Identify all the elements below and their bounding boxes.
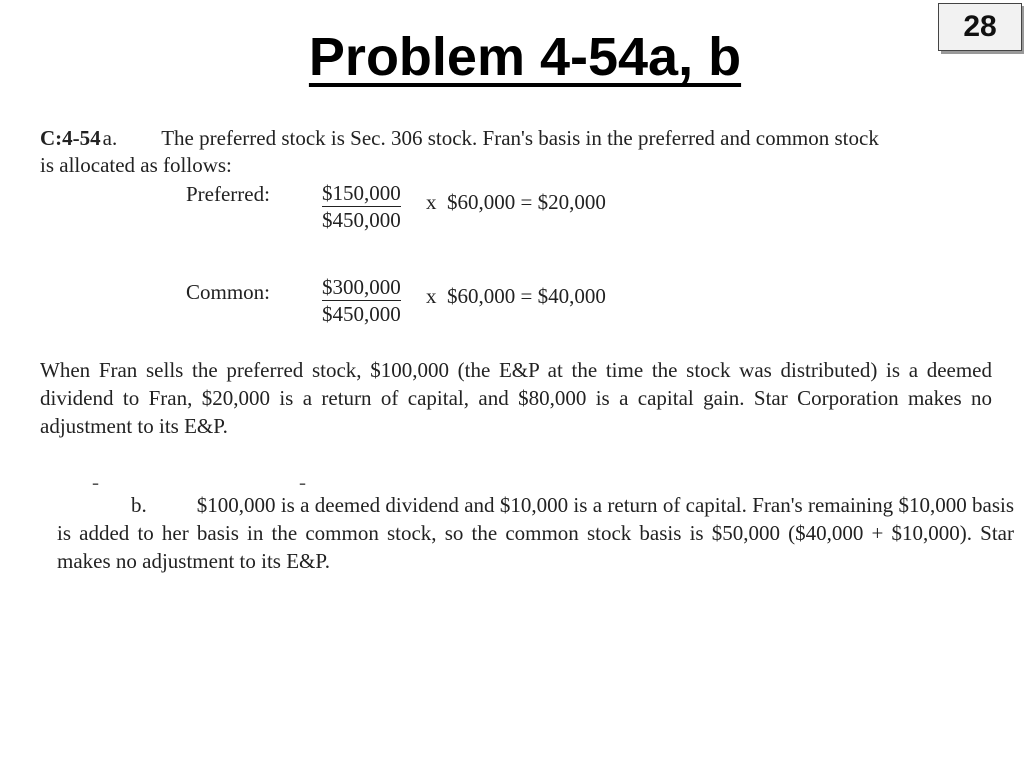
part-b-text-rest: $10,000 basis is added to her basis in the common stock, so the common stock basis is $50,000 ($40,000 + $10,000). Star makes no adjustment to its E&P. — [57, 493, 1015, 573]
problem-label: C:4-54 — [40, 126, 101, 150]
slide-number: 28 — [963, 10, 997, 43]
part-a-intro-text: The preferred stock is Sec. 306 stock. Fran's basis in the preferred and common stock — [161, 126, 879, 150]
preferred-label: Preferred: — [186, 182, 270, 206]
common-denominator: $450,000 — [322, 302, 401, 326]
scan-mark-right: - — [299, 470, 306, 494]
part-a-paragraph-text: When Fran sells the preferred stock, $100,000 (the E&P at the time the stock was distributed) is a deemed dividend to Fran, $20,000 is a return of capital, and $80,000 is a capital gain. Star Corporation makes no adjustment to its E&P. — [40, 358, 992, 438]
preferred-calculation: x $60,000 = $20,000 — [426, 190, 606, 214]
common-fraction — [322, 274, 401, 328]
part-b-paragraph — [57, 491, 1014, 575]
common-numerator: $300,000 — [322, 275, 401, 299]
common-label: Common: — [186, 280, 271, 304]
preferred-numerator: $150,000 — [322, 181, 401, 205]
part-a-intro-line2: is allocated as follows: — [40, 153, 232, 177]
part-b-text-first: $100,000 is a deemed dividend and $10,000 is a return of capital. Fran's remaining — [196, 493, 894, 517]
part-a-label: a. — [102, 126, 118, 150]
part-b-label: b. — [131, 493, 147, 517]
part-a-paragraph — [40, 356, 992, 440]
preferred-fraction — [322, 180, 401, 234]
page-title: Problem 4-54a, b — [308, 27, 742, 87]
preferred-denominator: $450,000 — [322, 208, 401, 232]
part-a-intro-line1 — [40, 124, 1000, 152]
scan-mark-left: - — [92, 470, 99, 494]
common-calculation: x $60,000 = $40,000 — [426, 284, 606, 308]
